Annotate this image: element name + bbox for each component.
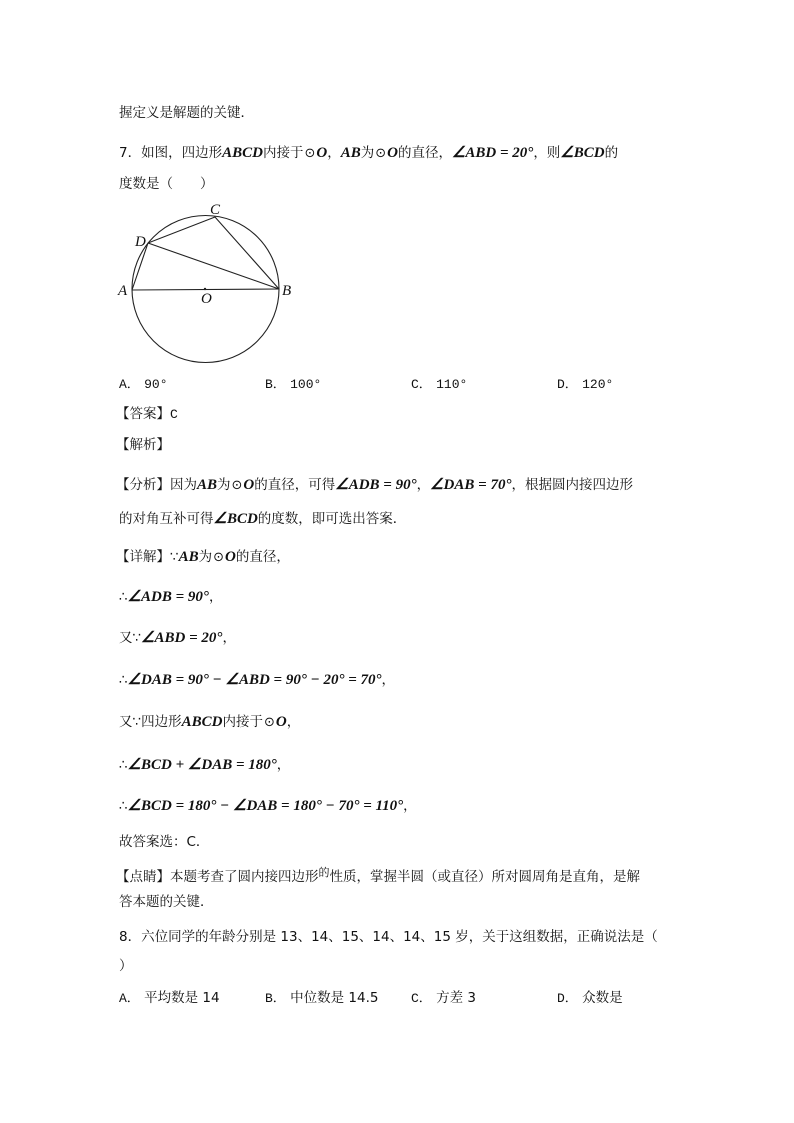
step-3: ∴∠DAB = 90° − ∠ABD = 90° − 20° = 70°， xyxy=(119,672,395,688)
q8-option-c: C． 方差 3 xyxy=(411,990,476,1006)
circle-dot-icon: ⊙ xyxy=(213,550,225,565)
question-8-stem: 8．六位同学的年龄分别是 13、14、15、14、14、15 岁，关于这组数据，正确说法是（ xyxy=(119,929,658,945)
question-7-stem-line2: 度数是（ ） xyxy=(119,176,214,192)
fenxi-line1: 【分析】因为AB为⊙O的直径，可得∠ADB = 90°，∠DAB = 70°，根据圆内接四边形 xyxy=(116,477,633,493)
label-o: O xyxy=(201,291,212,307)
fenxi-tag: 【分析】 xyxy=(116,477,170,493)
label-c: C xyxy=(210,202,221,218)
circle-quadrilateral-figure xyxy=(110,195,310,370)
q8-option-d: D． 众数是 xyxy=(557,990,623,1006)
question-7-stem: 7．如图，四边形ABCD内接于⊙O，AB为⊙O的直径，∠ABD = 20°，则∠BCD的 xyxy=(119,145,619,161)
math-quadrilateral: ABCD xyxy=(222,145,263,161)
step-6: ∴∠BCD = 180° − ∠DAB = 180° − 70° = 110°， xyxy=(119,798,417,814)
option-c: C． 110° xyxy=(411,377,468,392)
question-8-stem-line2: ） xyxy=(119,958,133,974)
answer-value: C xyxy=(170,407,178,422)
circle-dot-icon: ⊙ xyxy=(304,146,316,161)
dianjing-line2: 答本题的关键． xyxy=(119,894,214,910)
conclusion: 故答案选：C． xyxy=(119,834,210,850)
step-5: ∴∠BCD + ∠DAB = 180°， xyxy=(119,757,291,773)
geometry-diagram xyxy=(110,195,310,370)
step-4: 又∵四边形ABCD内接于⊙O， xyxy=(119,714,301,730)
step-1: ∴∠ADB = 90°， xyxy=(119,589,223,605)
dianjing-tag: 【点睛】 xyxy=(116,869,170,885)
question-number: 7． xyxy=(119,145,142,161)
question-number: 8． xyxy=(119,929,142,945)
label-b: B xyxy=(282,283,292,299)
circle-dot-icon: ⊙ xyxy=(263,715,275,730)
dianjing-line1: 【点睛】本题考查了圆内接四边形$^的$性质，掌握半圆（或直径）所对圆周角是直角，是解 xyxy=(116,866,640,885)
answer-tag: 【答案】 xyxy=(116,406,170,422)
step-2: 又∵∠ABD = 20°， xyxy=(119,630,236,646)
circle-dot-icon: ⊙ xyxy=(231,478,243,493)
circle-dot-icon: ⊙ xyxy=(375,146,387,161)
math-angle-bcd: ∠BCD xyxy=(560,145,605,161)
q8-option-a: A． 平均数是 14 xyxy=(119,990,220,1006)
option-a: A． 90° xyxy=(119,377,168,392)
option-b: B． 100° xyxy=(265,377,322,392)
previous-solution-tail: 握定义是解题的关键． xyxy=(119,105,254,121)
xiangjie-line: 【详解】∵AB为⊙O的直径， xyxy=(116,549,290,565)
math-angle-abd: ∠ABD = 20° xyxy=(451,145,534,161)
q8-option-b: B． 中位数是 14.5 xyxy=(265,990,379,1006)
option-d: D． 120° xyxy=(557,377,614,392)
analysis-tag: 【解析】 xyxy=(116,437,170,453)
label-a: A xyxy=(118,283,128,299)
xiangjie-tag: 【详解】 xyxy=(116,549,170,565)
fenxi-line2: 的对角互补可得∠BCD的度数，即可选出答案． xyxy=(119,511,407,527)
label-d: D xyxy=(135,234,146,250)
answer-line xyxy=(116,405,178,424)
